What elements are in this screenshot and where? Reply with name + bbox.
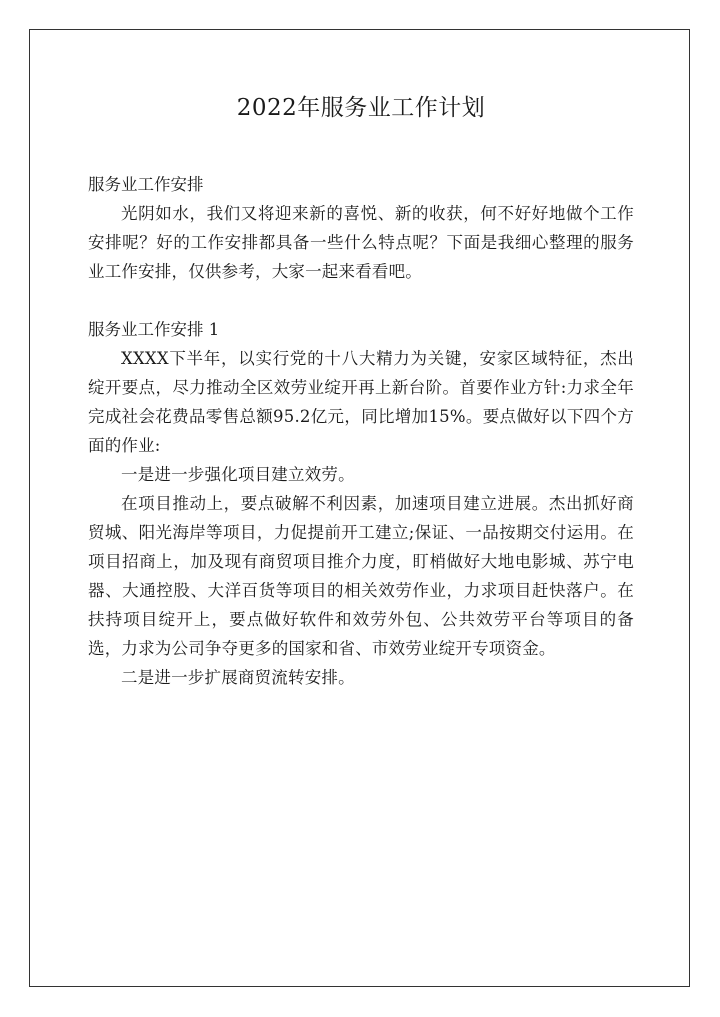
section-1-paragraph: 一是进一步强化项目建立效劳。 (121, 465, 355, 484)
intro-paragraph: 光阴如水，我们又将迎来新的喜悦、新的收获，何不好好地做个工作安排呢？好的工作安排都具备一些什么特点呢？下面是我细心整理的服务业工作安排，仅供参考，大家一起来看看吧。 (88, 204, 634, 281)
section-1-paragraph: 在项目推动上，要点破解不利因素，加速项目建立进展。杰出抓好商贸城、阳光海岸等项目，力促提前开工建立;保证、一品按期交付运用。在项目招商上，加及现有商贸项目推介力度，盯梢做好大地电影城、苏宁电器、大通控股、大洋百货等项目的相关效劳作业，力求项目赶快落户。在扶持项目绽开上，要点做好软件和效劳外包、公共效劳平台等项目的备选，力求为公司争夺更多的国家和省、市效劳业绽开专项资金。 (88, 494, 634, 658)
document-title: 2022年服务业工作计划 (236, 95, 486, 121)
document-body (88, 92, 634, 692)
section-1-heading: 服务业工作安排 1 (88, 320, 220, 339)
intro-heading: 服务业工作安排 (88, 175, 204, 194)
section-1-paragraph: XXXX下半年，以实行党的十八大精力为关键，安家区域特征，杰出绽开要点，尽力推动全区效劳业绽开再上新台阶。首要作业方针:力求全年完成社会花费品零售总额95.2亿元，同比增加15%。要点做好以下四个方面的作业: (88, 349, 634, 455)
section-1-paragraph: 二是进一步扩展商贸流转安排。 (121, 668, 355, 687)
